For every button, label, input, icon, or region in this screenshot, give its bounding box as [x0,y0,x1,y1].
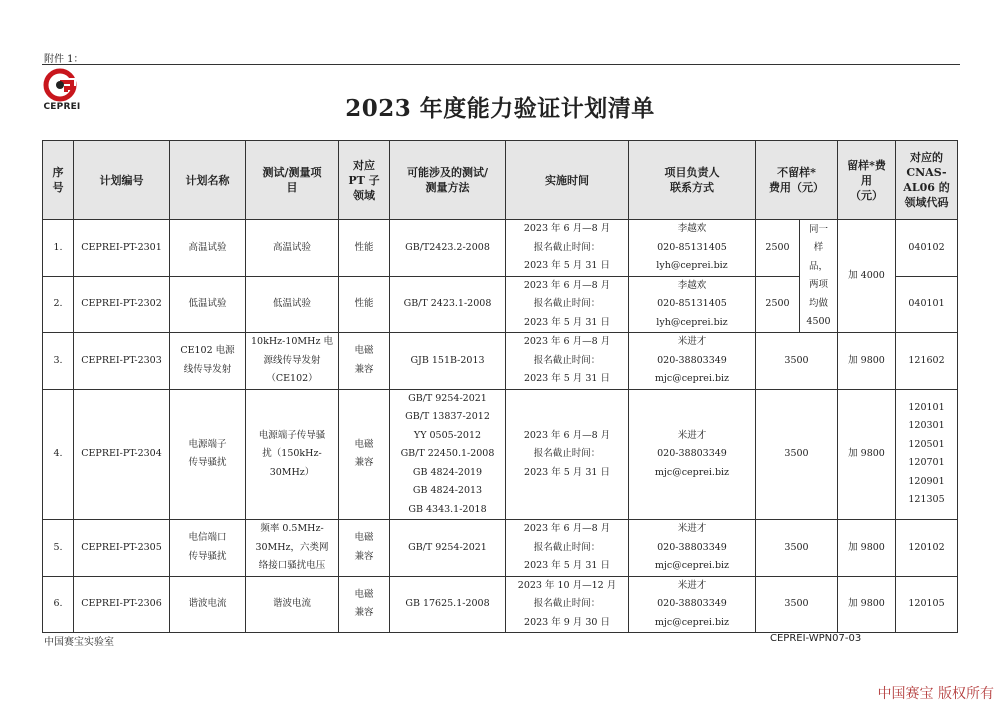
cell-test-item: 频率 0.5MHz- 30MHz，六类网 络接口骚扰电压 [246,520,339,577]
cell-plan-no: CEPREI-PT-2304 [74,389,170,520]
plan-table [42,140,958,633]
table-row [43,520,958,577]
cell-period: 2023 年 6 月—8 月 报名截止时间： 2023 年 5 月 31 日 [506,333,629,390]
cell-methods: GB 17625.1-2008 [390,576,506,633]
header-methods: 可能涉及的测试/ 测量方法 [390,141,506,220]
cell-period: 2023 年 6 月—8 月 报名截止时间： 2023 年 5 月 31 日 [506,389,629,520]
footer-doc-code: CEPREI-WPN07-03 [770,633,862,644]
cell-methods: GB/T2423.2-2008 [390,220,506,277]
header-test-item: 测试/测量项 目 [246,141,339,220]
footer-lab-name: 中国赛宝实验室 [44,637,114,648]
cell-plan-name: 电信端口 传导骚扰 [170,520,246,577]
table-row [43,333,958,390]
cell-pt-field: 性能 [339,220,390,277]
header-period: 实施时间 [506,141,629,220]
cell-cnas-code: 040101 [896,276,958,333]
cell-seq: 3. [43,333,74,390]
cell-cnas-code: 120101 120301 120501 120701 120901 121305 [896,389,958,520]
cell-plan-no: CEPREI-PT-2301 [74,220,170,277]
cell-retain-fee: 加 9800 [838,576,896,633]
cell-pt-field: 电磁 兼容 [339,389,390,520]
header-pt-field: 对应 PT 子 领域 [339,141,390,220]
cell-contact: 李越欢 020-85131405 lyh@ceprei.biz [629,276,756,333]
cell-plan-name: 谐波电流 [170,576,246,633]
cell-test-item: 高温试验 [246,220,339,277]
cell-fee: 2500 [756,220,800,277]
cell-cnas-code: 120105 [896,576,958,633]
cell-period: 2023 年 10 月—12 月 报名截止时间： 2023 年 9 月 30 日 [506,576,629,633]
cell-seq: 6. [43,576,74,633]
header-seq: 序 号 [43,141,74,220]
cell-pt-field: 电磁 兼容 [339,333,390,390]
cell-cnas-code: 121602 [896,333,958,390]
cell-test-item: 电源端子传导骚 扰（150kHz- 30MHz） [246,389,339,520]
cell-plan-name: 高温试验 [170,220,246,277]
cell-period: 2023 年 6 月—8 月 报名截止时间： 2023 年 5 月 31 日 [506,220,629,277]
cell-retain-fee: 加 9800 [838,333,896,390]
cell-test-item: 10kHz-10MHz 电 源线传导发射 （CE102） [246,333,339,390]
cell-seq: 1. [43,220,74,277]
cell-cnas-code: 040102 [896,220,958,277]
attachment-label: 附件 1： [44,54,84,65]
cell-same-sample-note: 同一 样 品， 两项 均做 4500 [800,220,838,333]
cell-retain-fee: 加 9800 [838,520,896,577]
cell-pt-field: 性能 [339,276,390,333]
cell-test-item: 谐波电流 [246,576,339,633]
page-title: 2023 年度能力验证计划清单 [345,95,655,122]
table-row [43,389,958,520]
header-contact: 项目负责人 联系方式 [629,141,756,220]
cell-test-item: 低温试验 [246,276,339,333]
logo-text: CEPREI [43,102,81,112]
cell-fee: 3500 [756,389,838,520]
table-row [43,576,958,633]
cell-contact: 米进才 020-38803349 mjc@ceprei.biz [629,576,756,633]
cell-plan-name: 电源端子 传导骚扰 [170,389,246,520]
cell-seq: 2. [43,276,74,333]
header-plan-name: 计划名称 [170,141,246,220]
cell-period: 2023 年 6 月—8 月 报名截止时间： 2023 年 5 月 31 日 [506,520,629,577]
cell-methods: GB/T 9254-2021 [390,520,506,577]
copyright-watermark: 中国赛宝 版权所有 [877,686,994,702]
cell-pt-field: 电磁 兼容 [339,520,390,577]
cell-retain-fee: 加 4000 [838,220,896,333]
cell-retain-fee: 加 9800 [838,389,896,520]
header-retain-fee: 留样*费 用 （元） [838,141,896,220]
cell-pt-field: 电磁 兼容 [339,576,390,633]
header-rule [42,64,960,65]
cell-fee: 3500 [756,333,838,390]
cell-contact: 李越欢 020-85131405 lyh@ceprei.biz [629,220,756,277]
cell-plan-no: CEPREI-PT-2302 [74,276,170,333]
cell-fee: 3500 [756,520,838,577]
cell-cnas-code: 120102 [896,520,958,577]
cell-methods: GB/T 2423.1-2008 [390,276,506,333]
header-plan-no: 计划编号 [74,141,170,220]
cell-methods: GB/T 9254-2021 GB/T 13837-2012 YY 0505-2012 GB/T 22450.1-2008 GB 4824-2019 GB 4824-2013 GB 4343.1-2018 [390,389,506,520]
cell-plan-no: CEPREI-PT-2303 [74,333,170,390]
cell-seq: 5. [43,520,74,577]
cell-period: 2023 年 6 月—8 月 报名截止时间： 2023 年 5 月 31 日 [506,276,629,333]
header-cnas-code: 对应的 CNAS- AL06 的 领域代码 [896,141,958,220]
cell-plan-no: CEPREI-PT-2305 [74,520,170,577]
cell-plan-name: 低温试验 [170,276,246,333]
cell-fee: 2500 [756,276,800,333]
cell-methods: GJB 151B-2013 [390,333,506,390]
cell-plan-no: CEPREI-PT-2306 [74,576,170,633]
cell-contact: 米进才 020-38803349 mjc@ceprei.biz [629,333,756,390]
cell-contact: 米进才 020-38803349 mjc@ceprei.biz [629,389,756,520]
cell-fee: 3500 [756,576,838,633]
table-header-row [43,141,958,220]
table-row [43,220,958,277]
cell-plan-name: CE102 电源 线传导发射 [170,333,246,390]
cell-contact: 米进才 020-38803349 mjc@ceprei.biz [629,520,756,577]
cell-seq: 4. [43,389,74,520]
header-no-retain-fee: 不留样* 费用（元） [756,141,838,220]
